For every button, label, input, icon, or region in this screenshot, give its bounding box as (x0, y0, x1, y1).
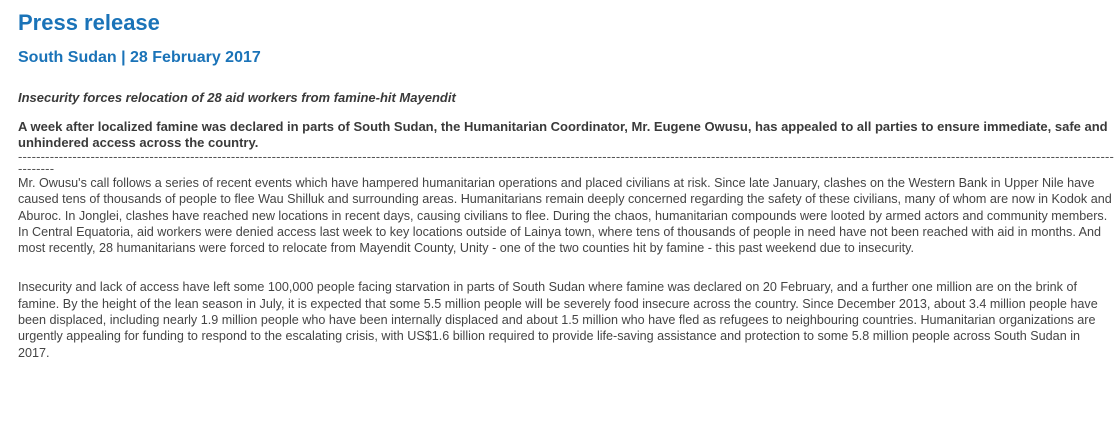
article-lead: A week after localized famine was declared in parts of South Sudan, the Humanitarian Coordinator, Mr. Eugene Owusu, has appealed to all parties to ensure immediate, safe and unhindered access across the country. (18, 119, 1108, 150)
page-title: Press release (18, 10, 160, 35)
body-paragraph-1: Mr. Owusu's call follows a series of recent events which have hampered humanitarian operations and placed civilians at risk. Since late January, clashes on the Western Bank in Upper Nile have caused tens of thousands of people to flee Wau Shilluk and surrounding areas. Humanitarians remain deeply concerned regarding the safety of these civilians, many of whom are now in Kodok and Aburoc. In Jonglei, clashes have reached new locations in recent days, causing civilians to flee. During the chaos, humanitarian compounds were looted by armed actors and community members. In Central Equatoria, aid workers were denied access last week to key locations outside of Lainya town, where tens of thousands of people in need have not been reached with aid in months. And most recently, 28 humanitarians were forced to relocate from Mayendit County, Unity - one of the two counties hit by famine - this past weekend due to insecurity. (18, 176, 1112, 256)
separator-line: ---------------------------------------------------------------------------------------------------------------------------------------------------------------------------------------------------------------------------------------------------------- (18, 149, 1115, 176)
article-headline: Insecurity forces relocation of 28 aid workers from famine-hit Mayendit (18, 90, 456, 105)
press-release-page (18, 8, 1118, 361)
body-paragraph-2: Insecurity and lack of access have left some 100,000 people facing starvation in parts of South Sudan where famine was declared on 20 February, and a further one million are on the brink of famine. By the height of the lean season in July, it is expected that some 5.5 million people will be severely food insecure across the country. Since December 2013, about 3.4 million people have been displaced, including nearly 1.9 million people who have been internally displaced and about 1.5 million who have fled as refugees to neighbouring countries. Humanitarian organizations are urgently appealing for funding to respond to the escalating crisis, with US$1.6 billion required to provide life-saving assistance and protection to some 5.8 million people across South Sudan in 2017. (18, 280, 1098, 360)
page-subtitle: South Sudan | 28 February 2017 (18, 49, 261, 66)
